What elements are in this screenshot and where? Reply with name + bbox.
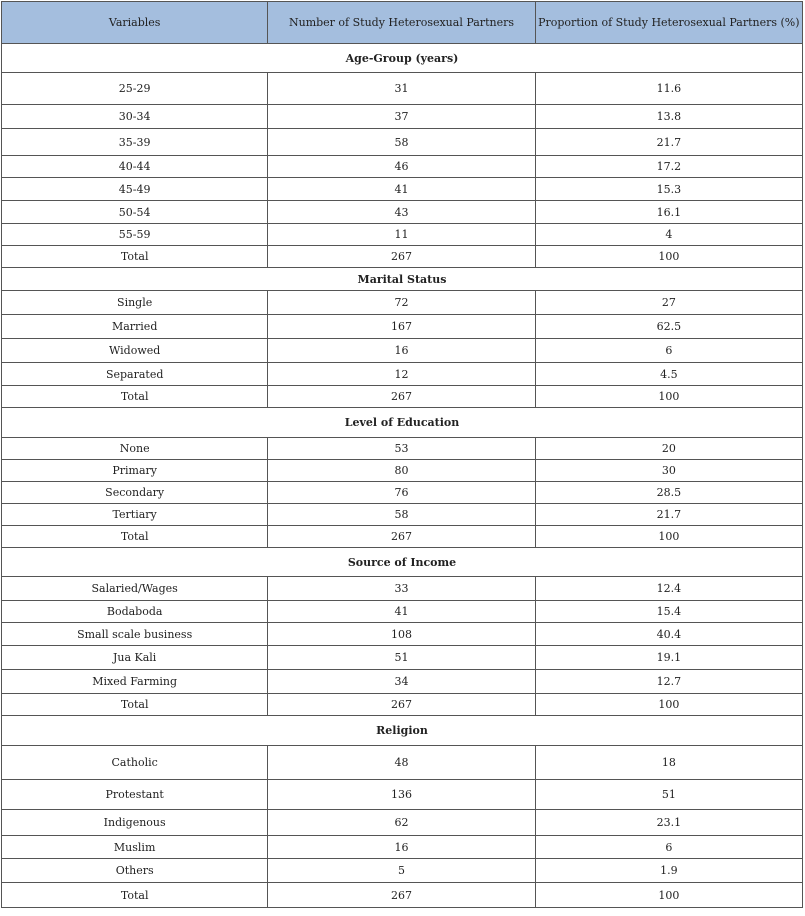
table-header xyxy=(2,2,803,44)
section-heading: Source of Income xyxy=(2,548,803,577)
table-row xyxy=(2,105,803,129)
table-row xyxy=(2,780,803,810)
table-row xyxy=(2,129,803,156)
cell-variable: 40-44 xyxy=(2,156,268,178)
cell-variable: Protestant xyxy=(2,780,268,810)
cell-proportion: 15.3 xyxy=(535,178,802,201)
table-body xyxy=(2,44,803,908)
cell-proportion: 13.8 xyxy=(535,105,802,129)
table-row xyxy=(2,694,803,716)
table-row xyxy=(2,363,803,386)
cell-proportion: 4.5 xyxy=(535,363,802,386)
cell-proportion: 17.2 xyxy=(535,156,802,178)
table-row xyxy=(2,339,803,363)
cell-variable: Tertiary xyxy=(2,504,268,526)
cell-proportion: 23.1 xyxy=(535,810,802,836)
table-row xyxy=(2,386,803,408)
table-row xyxy=(2,810,803,836)
cell-count: 108 xyxy=(268,623,535,646)
data-table xyxy=(1,1,803,908)
cell-variable: 35-39 xyxy=(2,129,268,156)
cell-proportion: 16.1 xyxy=(535,201,802,224)
cell-variable: Small scale business xyxy=(2,623,268,646)
cell-variable: 50-54 xyxy=(2,201,268,224)
cell-variable: Total xyxy=(2,526,268,548)
cell-proportion: 100 xyxy=(535,246,802,268)
section-heading: Level of Education xyxy=(2,408,803,438)
table-row xyxy=(2,201,803,224)
cell-count: 267 xyxy=(268,246,535,268)
cell-count: 58 xyxy=(268,129,535,156)
cell-proportion: 12.4 xyxy=(535,577,802,601)
cell-count: 43 xyxy=(268,201,535,224)
cell-variable: 45-49 xyxy=(2,178,268,201)
cell-proportion: 40.4 xyxy=(535,623,802,646)
cell-variable: Total xyxy=(2,883,268,908)
cell-count: 76 xyxy=(268,482,535,504)
cell-variable: Single xyxy=(2,291,268,315)
cell-count: 16 xyxy=(268,339,535,363)
cell-count: 267 xyxy=(268,883,535,908)
cell-variable: Jua Kali xyxy=(2,646,268,670)
cell-count: 31 xyxy=(268,73,535,105)
table-row xyxy=(2,504,803,526)
cell-variable: Total xyxy=(2,246,268,268)
header-proportion: Proportion of Study Heterosexual Partners (%) xyxy=(535,2,802,44)
cell-proportion: 6 xyxy=(535,836,802,859)
cell-proportion: 30 xyxy=(535,460,802,482)
cell-proportion: 100 xyxy=(535,526,802,548)
cell-count: 136 xyxy=(268,780,535,810)
table-row xyxy=(2,315,803,339)
table-row xyxy=(2,291,803,315)
cell-variable: 30-34 xyxy=(2,105,268,129)
cell-proportion: 62.5 xyxy=(535,315,802,339)
section-row xyxy=(2,268,803,291)
table-row xyxy=(2,623,803,646)
header-variables: Variables xyxy=(2,2,268,44)
cell-variable: Married xyxy=(2,315,268,339)
cell-variable: Muslim xyxy=(2,836,268,859)
cell-variable: 25-29 xyxy=(2,73,268,105)
table-row xyxy=(2,156,803,178)
section-heading: Age-Group (years) xyxy=(2,44,803,73)
cell-proportion: 11.6 xyxy=(535,73,802,105)
table-row xyxy=(2,746,803,780)
cell-count: 167 xyxy=(268,315,535,339)
cell-variable: Indigenous xyxy=(2,810,268,836)
cell-variable: Mixed Farming xyxy=(2,670,268,694)
cell-count: 41 xyxy=(268,601,535,623)
cell-count: 267 xyxy=(268,386,535,408)
cell-count: 51 xyxy=(268,646,535,670)
cell-count: 48 xyxy=(268,746,535,780)
cell-proportion: 28.5 xyxy=(535,482,802,504)
table-row xyxy=(2,646,803,670)
table-row xyxy=(2,577,803,601)
cell-proportion: 51 xyxy=(535,780,802,810)
cell-variable: Others xyxy=(2,859,268,883)
header-number: Number of Study Heterosexual Partners xyxy=(268,2,535,44)
cell-proportion: 19.1 xyxy=(535,646,802,670)
cell-count: 72 xyxy=(268,291,535,315)
cell-variable: Total xyxy=(2,694,268,716)
header-row xyxy=(2,2,803,44)
cell-proportion: 6 xyxy=(535,339,802,363)
table-row xyxy=(2,482,803,504)
table-row xyxy=(2,601,803,623)
cell-count: 5 xyxy=(268,859,535,883)
cell-proportion: 21.7 xyxy=(535,129,802,156)
table-row xyxy=(2,526,803,548)
cell-variable: Total xyxy=(2,386,268,408)
table-row xyxy=(2,73,803,105)
cell-variable: Catholic xyxy=(2,746,268,780)
cell-proportion: 12.7 xyxy=(535,670,802,694)
cell-proportion: 20 xyxy=(535,438,802,460)
cell-variable: Bodaboda xyxy=(2,601,268,623)
cell-proportion: 100 xyxy=(535,386,802,408)
cell-proportion: 100 xyxy=(535,883,802,908)
cell-count: 11 xyxy=(268,224,535,246)
table-row xyxy=(2,438,803,460)
cell-variable: Widowed xyxy=(2,339,268,363)
section-heading: Religion xyxy=(2,716,803,746)
cell-proportion: 4 xyxy=(535,224,802,246)
cell-proportion: 100 xyxy=(535,694,802,716)
cell-variable: Separated xyxy=(2,363,268,386)
cell-count: 41 xyxy=(268,178,535,201)
section-row xyxy=(2,44,803,73)
cell-count: 34 xyxy=(268,670,535,694)
cell-count: 12 xyxy=(268,363,535,386)
table-row xyxy=(2,460,803,482)
section-row xyxy=(2,408,803,438)
cell-count: 37 xyxy=(268,105,535,129)
cell-count: 33 xyxy=(268,577,535,601)
cell-variable: 55-59 xyxy=(2,224,268,246)
section-row xyxy=(2,548,803,577)
table-row xyxy=(2,859,803,883)
cell-proportion: 27 xyxy=(535,291,802,315)
cell-variable: Secondary xyxy=(2,482,268,504)
cell-variable: None xyxy=(2,438,268,460)
cell-proportion: 21.7 xyxy=(535,504,802,526)
cell-proportion: 1.9 xyxy=(535,859,802,883)
section-heading: Marital Status xyxy=(2,268,803,291)
cell-count: 267 xyxy=(268,694,535,716)
cell-count: 46 xyxy=(268,156,535,178)
cell-proportion: 15.4 xyxy=(535,601,802,623)
table-row xyxy=(2,224,803,246)
cell-variable: Salaried/Wages xyxy=(2,577,268,601)
cell-count: 62 xyxy=(268,810,535,836)
section-row xyxy=(2,716,803,746)
table-row xyxy=(2,670,803,694)
cell-count: 267 xyxy=(268,526,535,548)
table-row xyxy=(2,246,803,268)
table-row xyxy=(2,883,803,908)
table-row xyxy=(2,178,803,201)
cell-count: 53 xyxy=(268,438,535,460)
cell-count: 58 xyxy=(268,504,535,526)
table-row xyxy=(2,836,803,859)
cell-count: 16 xyxy=(268,836,535,859)
cell-variable: Primary xyxy=(2,460,268,482)
cell-count: 80 xyxy=(268,460,535,482)
cell-proportion: 18 xyxy=(535,746,802,780)
